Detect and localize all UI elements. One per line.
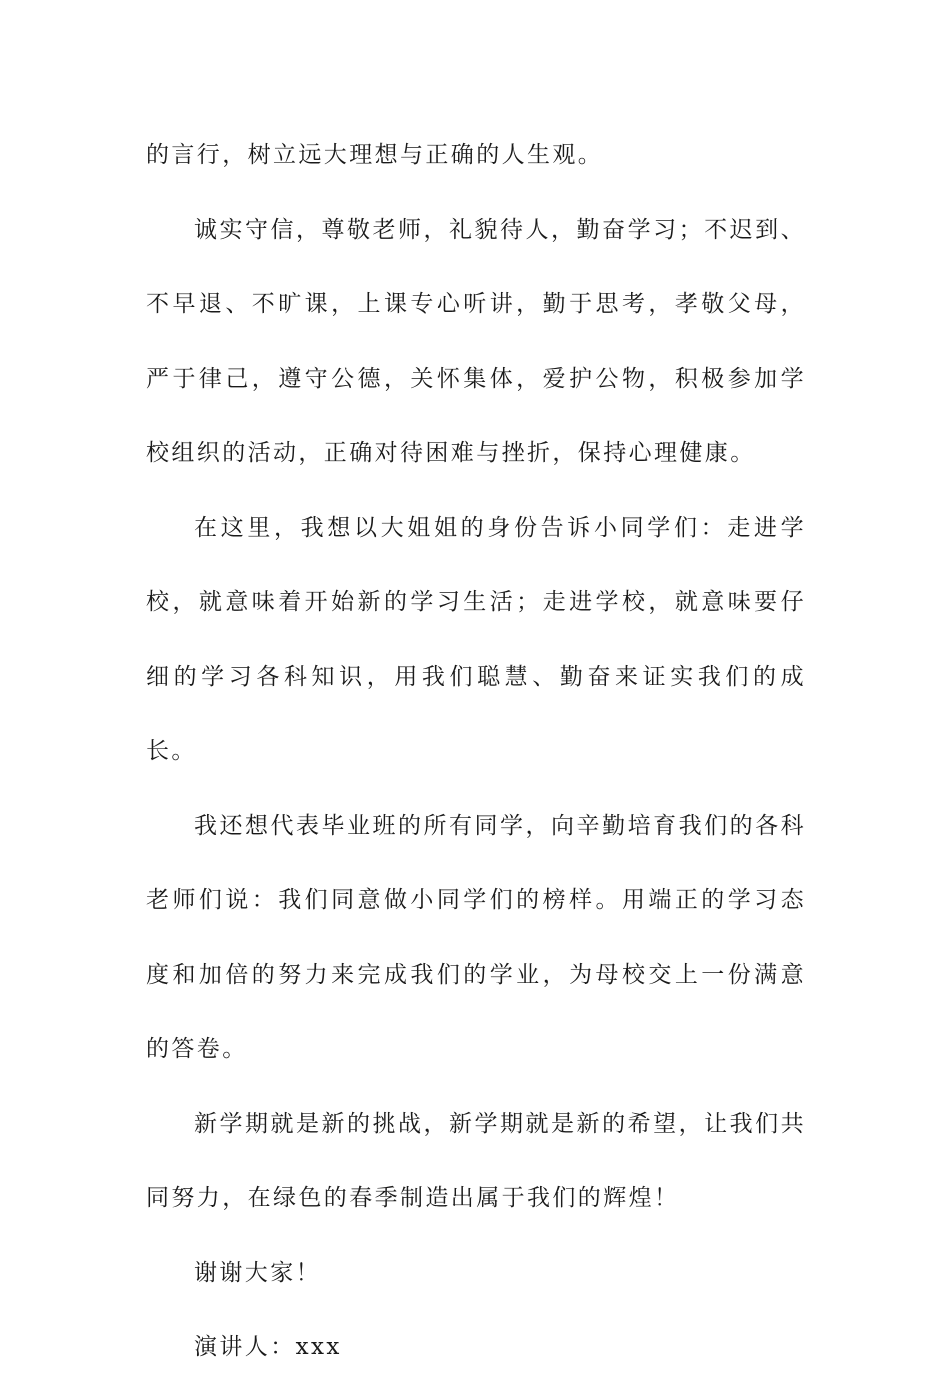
paragraph-new-semester: 新学期就是新的挑战，新学期就是新的希望，让我们共同努力，在绿色的春季制造出属于我们的辉煌！ (146, 1110, 806, 1211)
paragraph-continuation: 的言行，树立远大理想与正确的人生观。 (146, 142, 604, 168)
paragraph-graduates: 我还想代表毕业班的所有同学，向辛勤培育我们的各科老师们说：我们同意做小同学们的榜样。用端正的学习态度和加倍的努力来完成我们的学业，为母校交上一份满意的答卷。 (146, 812, 806, 1062)
thanks-line: 谢谢大家！ (194, 1259, 321, 1286)
paragraph-conduct: 诚实守信，尊敬老师，礼貌待人，勤奋学习；不迟到、不早退、不旷课，上课专心听讲，勤于思考，孝敬父母，严于律己，遵守公德，关怀集体，爱护公物，积极参加学校组织的活动，正确对待困难与挫折，保持心理健康。 (146, 216, 806, 466)
speaker-line: 演讲人：xxx (194, 1334, 342, 1360)
paragraph-advice: 在这里，我想以大姐姐的身份告诉小同学们：走进学校，就意味着开始新的学习生活；走进学校，就意味要仔细的学习各科知识，用我们聪慧、勤奋来证实我们的成长。 (146, 514, 806, 764)
document-page (146, 118, 806, 1385)
